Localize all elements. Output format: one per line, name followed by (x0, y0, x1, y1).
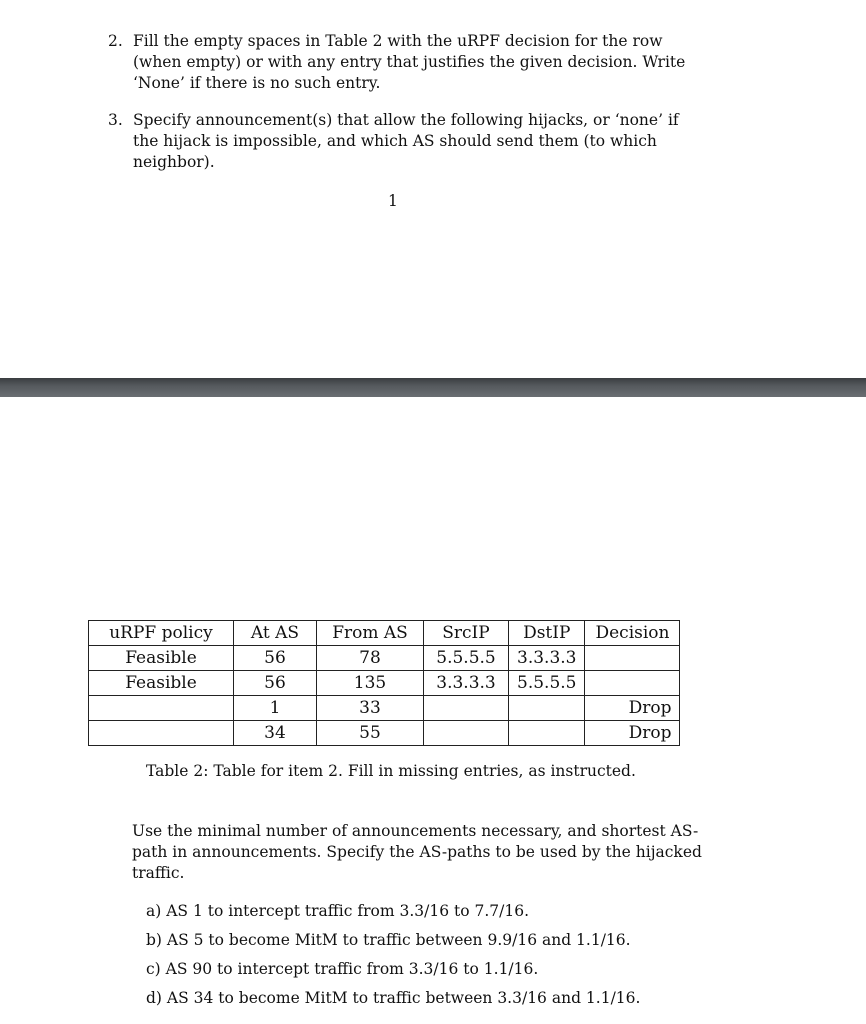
table-cell: Drop (585, 721, 680, 746)
list-item: c) AS 90 to intercept traffic from 3.3/16 to 1.1/16. (146, 960, 539, 978)
table-cell: 5.5.5.5 (424, 646, 509, 671)
table-cell (424, 696, 509, 721)
column-header: uRPF policy (89, 621, 234, 646)
table-cell: 33 (317, 696, 424, 721)
urpf-table (88, 620, 680, 746)
column-header: Decision (585, 621, 680, 646)
table-cell: 5.5.5.5 (509, 671, 585, 696)
hijack-task-list (146, 901, 706, 1017)
instructions-paragraph: Use the minimal number of announcements necessary, and shortest AS-path in announcements. Specify the AS-paths to be used by the hijacked traffic. (132, 822, 702, 882)
table-cell (585, 671, 680, 696)
table-row (89, 721, 680, 746)
table-row (89, 646, 680, 671)
page-separator (0, 378, 866, 397)
question-text: Fill the empty spaces in Table 2 with the uRPF decision for the row (when empty) or with any entry that justifies the given decision. Write ‘None’ if there is no such entry. (133, 32, 686, 92)
table-cell: 3.3.3.3 (424, 671, 509, 696)
column-header: From AS (317, 621, 424, 646)
table-cell (424, 721, 509, 746)
list-item: a) AS 1 to intercept traffic from 3.3/16 to 7.7/16. (146, 902, 530, 920)
table-cell: Feasible (89, 646, 234, 671)
table-cell (89, 721, 234, 746)
document-page-bottom (0, 397, 866, 1024)
document-page-top (0, 0, 866, 378)
table-cell (585, 646, 680, 671)
table-cell: Drop (585, 696, 680, 721)
question-number: 3. (108, 111, 123, 129)
table-cell: 1 (234, 696, 317, 721)
question-number: 2. (108, 32, 123, 50)
table-row (89, 696, 680, 721)
table-cell: 3.3.3.3 (509, 646, 585, 671)
table-row (89, 671, 680, 696)
table-cell: Feasible (89, 671, 234, 696)
column-header: SrcIP (424, 621, 509, 646)
table-caption: Table 2: Table for item 2. Fill in missing entries, as instructed. (146, 762, 636, 780)
table-cell (509, 696, 585, 721)
table-cell: 56 (234, 646, 317, 671)
page-number: 1 (388, 192, 398, 210)
column-header: At AS (234, 621, 317, 646)
table-cell: 78 (317, 646, 424, 671)
table-cell (89, 696, 234, 721)
question-text: Specify announcement(s) that allow the following hijacks, or ‘none’ if the hijack is impossible, and which AS should send them (to which neighbor). (133, 111, 679, 171)
table-cell: 55 (317, 721, 424, 746)
table-cell: 135 (317, 671, 424, 696)
table-cell: 56 (234, 671, 317, 696)
list-item: b) AS 5 to become MitM to traffic between 9.9/16 and 1.1/16. (146, 931, 631, 949)
list-item: d) AS 34 to become MitM to traffic between 3.3/16 and 1.1/16. (146, 989, 641, 1007)
column-header: DstIP (509, 621, 585, 646)
table-cell: 34 (234, 721, 317, 746)
table-cell (509, 721, 585, 746)
table-header-row (89, 621, 680, 646)
